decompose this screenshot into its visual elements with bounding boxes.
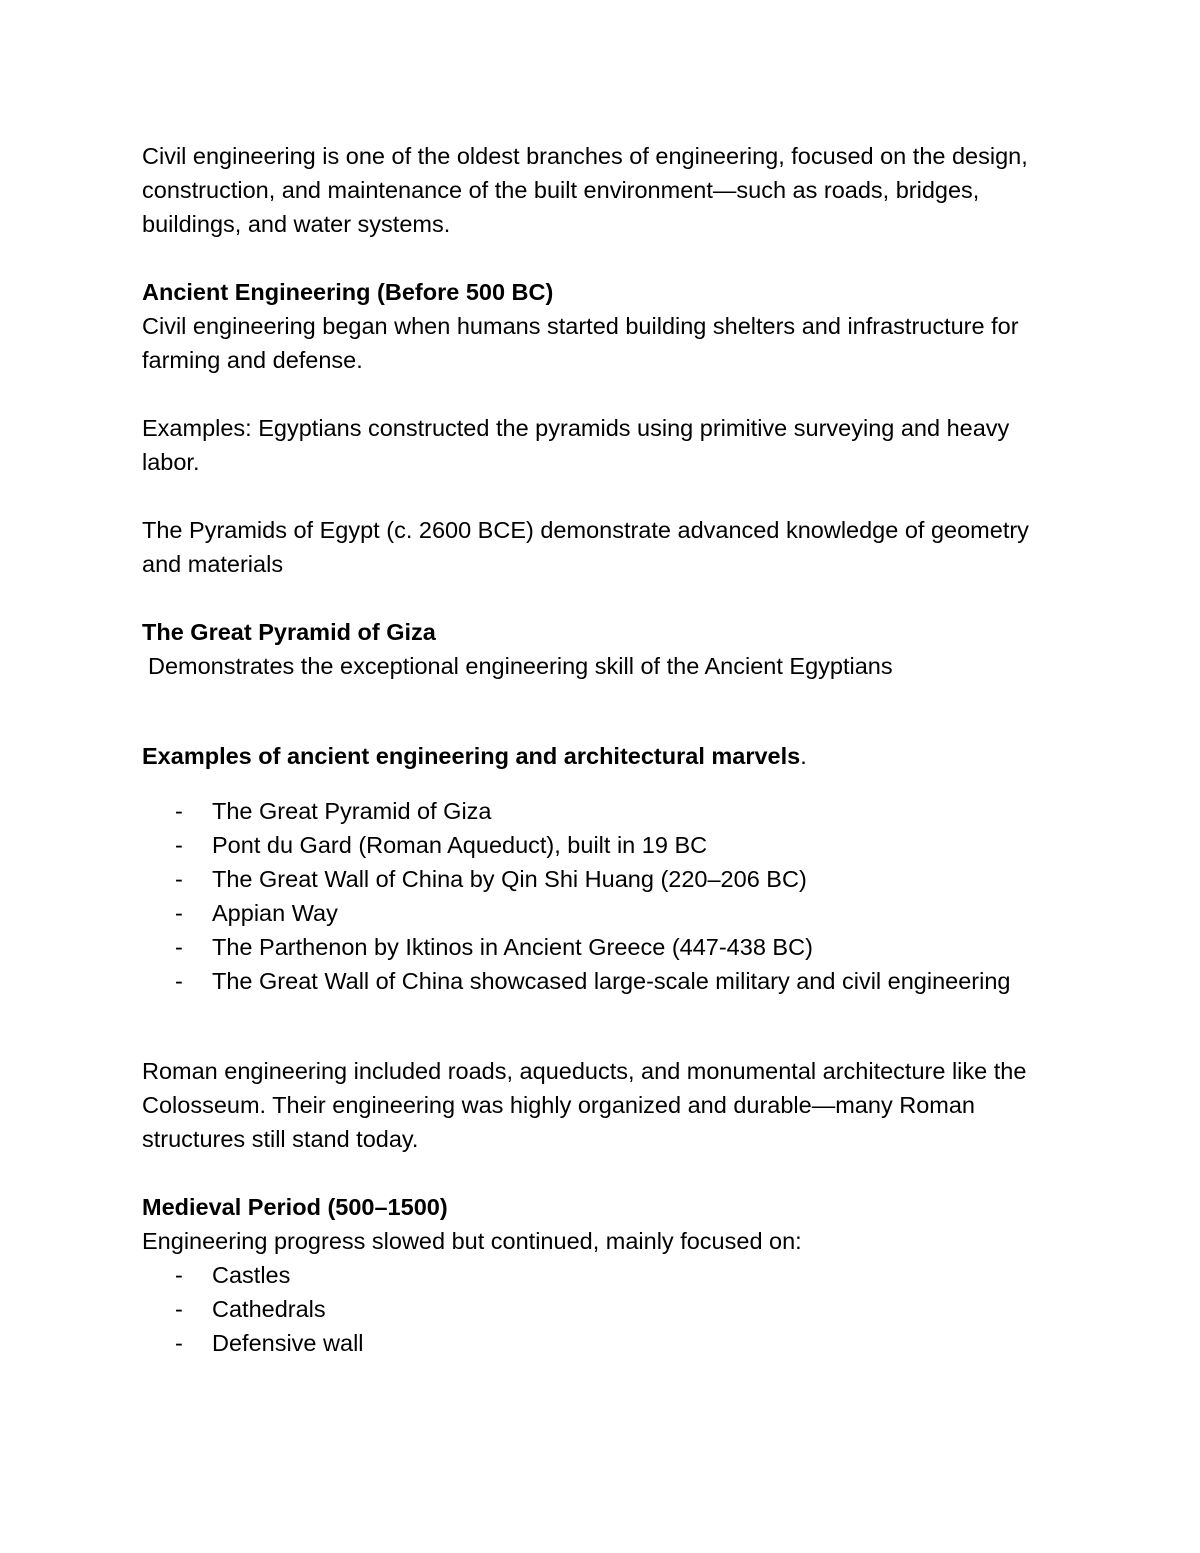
list-item: - The Parthenon by Iktinos in Ancient Greece (447-438 BC) (142, 930, 1072, 964)
medieval-list (142, 1258, 1072, 1360)
list-item: - Appian Way (142, 896, 1072, 930)
list-item: - Cathedrals (142, 1292, 1072, 1326)
list-item: - Defensive wall (142, 1326, 1072, 1360)
list-item: - Pont du Gard (Roman Aqueduct), built in 19 BC (142, 828, 1072, 862)
giza-heading: The Great Pyramid of Giza (142, 619, 436, 645)
marvels-heading: Examples of ancient engineering and architectural marvels (142, 743, 801, 769)
medieval-paragraph: Engineering progress slowed but continued, mainly focused on: (142, 1228, 802, 1254)
document-body (142, 139, 1072, 1360)
dash-bullet: - (175, 1262, 183, 1288)
dash-bullet: - (175, 934, 183, 960)
marvels-list (142, 794, 1072, 998)
marvels-heading-line (142, 739, 1072, 773)
pyramids-paragraph: The Pyramids of Egypt (c. 2600 BCE) demonstrate advanced knowledge of geometry and materials (142, 517, 1029, 577)
dash-bullet: - (175, 968, 183, 994)
ancient-heading: Ancient Engineering (Before 500 BC) (142, 279, 554, 305)
intro-paragraph: Civil engineering is one of the oldest branches of engineering, focused on the design, construction, and maintenance of the built environment—such as roads, bridges, buildings, and water systems. (142, 143, 1028, 237)
dash-bullet: - (175, 798, 183, 824)
ancient-paragraph: Civil engineering began when humans started building shelters and infrastructure for farming and defense. (142, 313, 1019, 373)
dash-bullet: - (175, 866, 183, 892)
dash-bullet: - (175, 1330, 183, 1356)
list-item: - The Great Wall of China by Qin Shi Huang (220–206 BC) (142, 862, 1072, 896)
list-item: - The Great Wall of China showcased large-scale military and civil engineering (142, 964, 1072, 998)
roman-paragraph: Roman engineering included roads, aqueducts, and monumental architecture like the Colosseum. Their engineering was highly organized and durable—many Roman structures still stand today. (142, 1058, 1027, 1152)
marvels-heading-period: . (800, 743, 807, 769)
giza-paragraph: Demonstrates the exceptional engineering skill of the Ancient Egyptians (148, 653, 893, 679)
medieval-heading: Medieval Period (500–1500) (142, 1194, 448, 1220)
dash-bullet: - (175, 1296, 183, 1322)
list-item: - The Great Pyramid of Giza (142, 794, 1072, 828)
list-item: - Castles (142, 1258, 1072, 1292)
examples-paragraph: Examples: Egyptians constructed the pyramids using primitive surveying and heavy labor. (142, 415, 1010, 475)
dash-bullet: - (175, 900, 183, 926)
dash-bullet: - (175, 832, 183, 858)
